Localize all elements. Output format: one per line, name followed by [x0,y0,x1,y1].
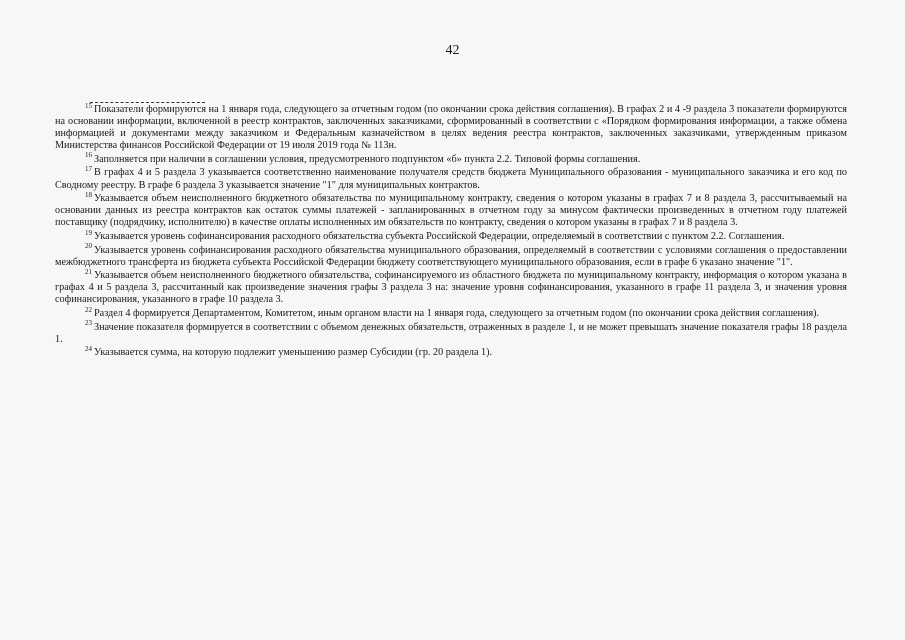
footnote-text: Раздел 4 формируется Департаментом, Комитетом, иным органом власти на 1 января года, следующего за отчетным годом (по окончании срока действия соглашения). [94,308,820,319]
footnote-marker: 16 [85,151,92,160]
page-number: 42 [445,43,460,58]
footnote-17 [55,167,847,191]
footnote-marker: 22 [85,305,92,314]
footnote-24 [55,344,847,359]
footnote-23 [55,319,847,346]
footnote-text: Показатели формируются на 1 января года, следующего за отчетным годом (по окончании срока действия соглашения). В графах 2 и 4 -9 раздела 3 показатели формируются на основании информации, включенной в реестр контрактов, заключенных заказчиками, сформированный в соответствии с «Порядком формирования информации, а также обмена информацией и документами между заказчиком и Федеральным казначейством в целях ведения реестра контрактов, заключенных заказчиками, утвержденным приказом Министерства финансов Российской Федерации от 19 июля 2019 года № 113н. [55,104,847,152]
footnote-text: Указывается уровень софинансирования расходного обязательства муниципального образования, определяемый в соответствии с условиями соглашения о предоставлении межбюджетного трансферта из бюджета субъекта Российской Федерации бюджету соответствующего муниципального образования, если в графе 6 указано значение "1". [55,244,847,268]
footnote-marker: 18 [85,190,92,199]
footnote-20 [55,242,847,269]
footnote-marker: 21 [85,267,92,276]
footnote-22 [55,305,847,320]
footnotes-block [55,101,847,361]
footnote-text: Указывается объем неисполненного бюджетного обязательства по муниципальному контракту, сведения о котором указаны в графах 7 и 8 раздела 3, рассчитываемый на основании данных из реестра контрактов как остаток суммы платежей - запланированных в отчетном году за минусом фактически произведенных в отчетном году платежей поставщику (подрядчику, исполнителю) в качестве оплаты исполненных им обязательств по контракту, сведения о котором указаны в графах 7 и 8 раздела 3. [55,193,847,229]
footnote-marker: 23 [85,319,92,328]
footnote-21 [55,267,847,306]
footnote-text: Значение показателя формируется в соответствии с объемом денежных обязательств, отраженных в разделе 1, и не может превышать значение показателя графы 18 раздела 1. [55,321,847,345]
footnote-separator [90,102,205,103]
footnote-text: В графах 4 и 5 раздела 3 указывается соответственно наименование получателя средств бюджета Муниципального образования - муниципального заказчика и его код по Сводному реестру. В графе 6 раздела 3 указывается значение "1" для муниципальных контрактов. [55,167,847,191]
footnote-marker: 19 [85,228,92,237]
footnote-19 [55,228,847,243]
footnote-text: Указывается объем неисполненного бюджетного обязательства, софинансируемого из областного бюджета по муниципальному контракту, информация о котором указана в графах 4 и 5 раздела 3, рассчитанный как произведение значения графы 3 раздела 3 на: значение уровня софинансирования, указанного в графе 11 раздела 3, и значения уровня софинансирования, указанного в графе 10 раздела 3. [55,270,847,306]
footnote-marker: 17 [85,165,92,174]
footnote-marker: 24 [85,344,92,353]
footnote-15 [55,101,847,152]
footnote-marker: 15 [85,101,92,110]
footnote-18 [55,190,847,229]
footnote-text: Заполняется при наличии в соглашении условия, предусмотренного подпунктом «б» пункта 2.2. Типовой формы соглашения. [94,153,641,165]
footnote-marker: 20 [85,242,92,251]
footnote-text: Указывается сумма, на которую подлежит уменьшению размер Субсидии (гр. 20 раздела 1). [94,347,493,359]
footnote-text: Указывается уровень софинансирования расходного обязательства субъекта Российской Федерации, определяемый в соответствии с пунктом 2.2. Соглашения. [94,230,785,242]
footnote-16 [55,151,847,166]
